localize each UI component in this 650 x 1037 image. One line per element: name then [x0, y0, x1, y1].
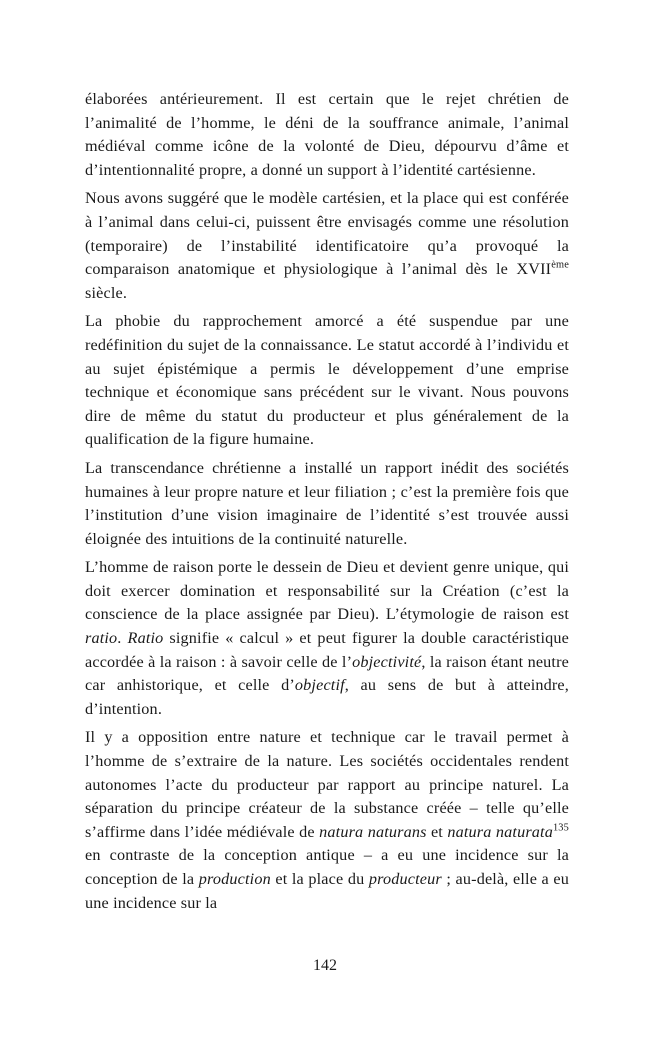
italic-term: Ratio: [127, 629, 164, 648]
text-run: La transcendance chrétienne a installé un rapport inédit des sociétés humaines à leur propre nature et leur filiation ; c’est la première fois que l’institution d’une vision imaginaire de l’identité s’est trouvée aussi éloignée des intuitions de la continuité naturelle.: [85, 458, 569, 548]
paragraph: [85, 726, 569, 915]
text-run: élaborées antérieurement. Il est certain que le rejet chrétien de l’animalité de l’homme, le déni de la souffrance animale, l’animal médiéval comme icône de la volonté de Dieu, dépourvu d’âme et d’intentionnalité propre, a donné un support à l’identité cartésienne.: [85, 90, 569, 179]
italic-term: production: [198, 870, 271, 888]
text-run: , au sens de but à atteindre, d’intention.: [85, 676, 569, 718]
italic-term: ratio: [85, 629, 118, 648]
text-run: signifie « calcul » et peut figurer la double caractéristique accordée à la raison : à savoir celle de l’: [85, 629, 569, 671]
text-run: La phobie du rapprochement amorcé a été suspendue par une redéfinition du sujet de la connaissance. Le statut accordé à l’individu et au sujet épistémique a permis le développement d’une emprise technique et économique sans précédent sur le vivant. Nous pouvons dire de même du statut du producteur et plus généralement de la qualification de la figure humaine.: [85, 312, 569, 449]
text-run: L’homme de raison porte le dessein de Dieu et devient genre unique, qui doit exercer domination et responsabilité sur la Création (c’est la conscience de la place assignée par Dieu). L’étymologie de raison est: [85, 558, 569, 624]
italic-term: natura naturata: [447, 822, 553, 841]
italic-term: objectivité: [352, 652, 422, 671]
paragraph: [85, 556, 569, 721]
paragraph: [85, 310, 569, 452]
superscript-marker: ème: [551, 259, 569, 271]
text-run: , la raison étant neutre car anhistorique, et celle d’: [85, 652, 569, 695]
text-run: siècle.: [85, 283, 128, 302]
paragraph: [85, 187, 569, 305]
superscript-marker: 135: [552, 822, 569, 834]
body-text-block: [85, 88, 569, 915]
text-run: et: [426, 822, 448, 841]
paragraph: [85, 88, 569, 182]
text-run: ; au-delà, elle a eu une incidence sur la: [85, 870, 570, 912]
text-run: et la place du: [270, 870, 369, 888]
paragraph: [85, 457, 569, 551]
text-run: .: [117, 629, 128, 648]
italic-term: natura naturans: [319, 822, 427, 841]
page-number: 142: [313, 957, 337, 974]
italic-term: producteur: [368, 870, 442, 888]
italic-term: objectif: [294, 676, 345, 695]
text-run: en contraste de la conception antique – a eu une incidence sur la conception de la: [85, 846, 569, 888]
text-run: Il y a opposition entre nature et technique car le travail permet à l’homme de s’extraire de la nature. Les sociétés occidentales rendent autonomes l’acte du producteur par rapport au principe naturel. La séparation du principe créateur de la substance créée – telle qu’elle s’affirme dans l’idée médiévale de: [85, 728, 569, 841]
text-run: Nous avons suggéré que le modèle cartésien, et la place qui est conférée à l’animal dans celui-ci, puissent être envisagés comme une résolution (temporaire) de l’instabilité identificatoire qu’a provoqué la comparaison anatomique et physiologique à l’animal dès le XVII: [85, 189, 569, 279]
